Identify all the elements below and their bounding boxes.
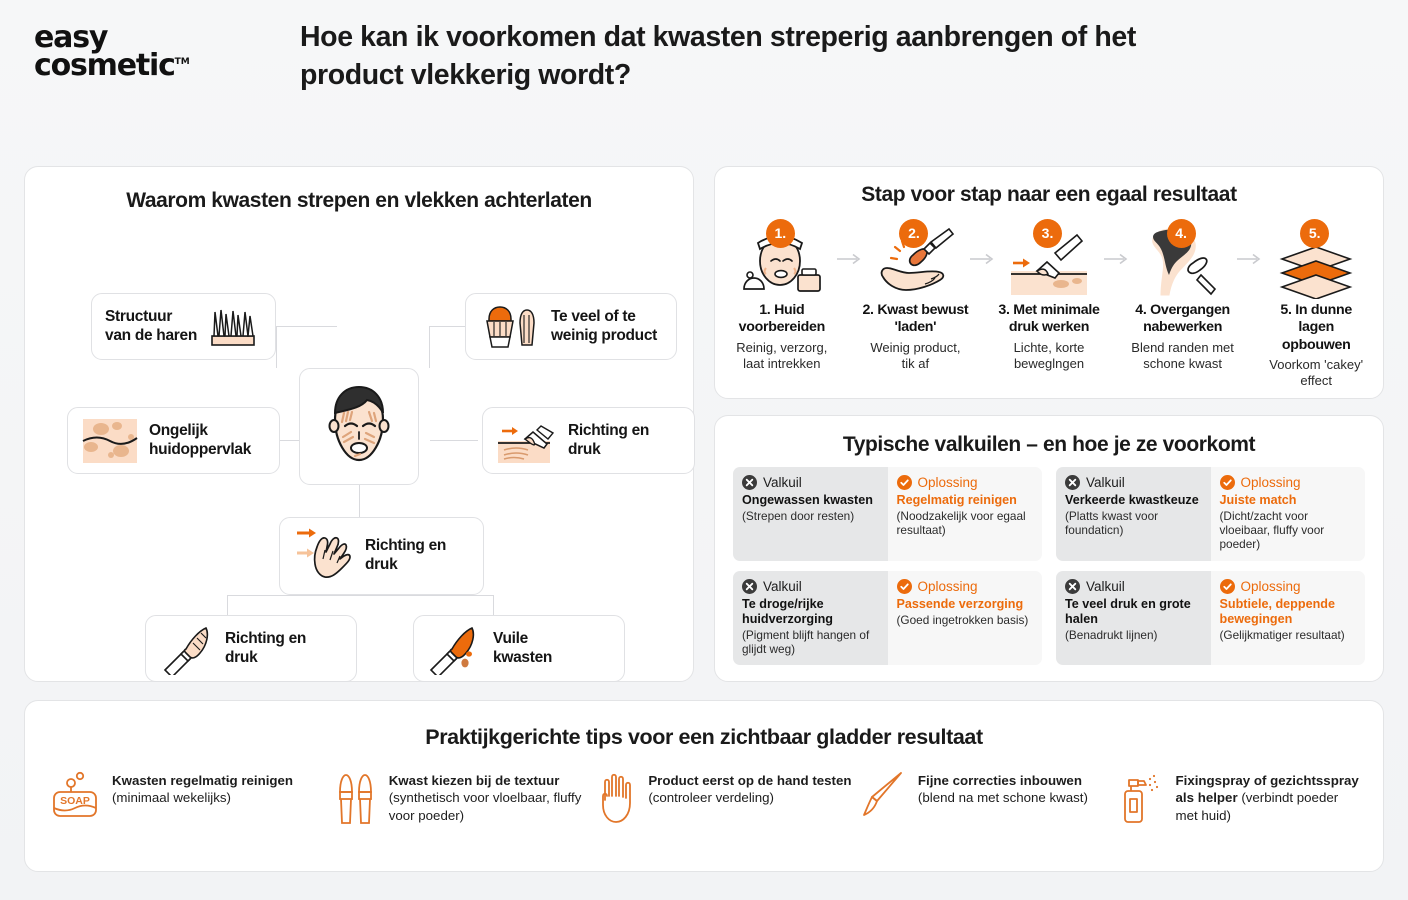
svg-text:SOAP: SOAP	[60, 795, 90, 807]
solution-main: Juiste match	[1219, 493, 1297, 507]
cause-node-richting-bottom[interactable]	[145, 615, 357, 682]
x-circle-icon	[1065, 475, 1080, 490]
cause-node-label: Richting en druk	[225, 629, 307, 666]
solution-note: (Goed ingetrokken basis)	[896, 612, 1029, 627]
tip-rest: (verbindt poeder met huid)	[1175, 790, 1339, 823]
solution-note: (Noodzakelijk voor egaal resultaat)	[896, 509, 1026, 538]
page-title: Hoe kan ik voorkomen dat kwasten streperig aanbrengen of het product vlekkerig wordt?	[300, 21, 1136, 92]
step-item-1[interactable]	[727, 219, 837, 372]
causes-panel-title: Waarom kwasten strepen en vlekken achterlaten	[126, 189, 592, 212]
tips-panel	[24, 700, 1384, 872]
tip-text	[1176, 768, 1359, 824]
step-arrow-icon	[1237, 219, 1261, 299]
solution-side	[1211, 571, 1366, 666]
connector	[430, 440, 478, 441]
tip-bold: Fijne correcties inbouwen	[917, 773, 1082, 788]
dirty-brush-icon	[427, 623, 483, 675]
pitfall-heading	[1065, 475, 1202, 490]
connector	[276, 326, 337, 327]
pitfall-heading-label: Valkuil	[1086, 578, 1125, 594]
solution-main: Regelmatig reinigen	[896, 493, 1017, 507]
step-title: 1. Huid voorbereiden	[738, 302, 825, 336]
connector	[276, 326, 277, 368]
tip-bold: Product eerst op de hand testen	[648, 773, 852, 788]
soap-icon	[49, 770, 101, 822]
steps-panel	[714, 166, 1384, 399]
step-badge: 1.	[766, 219, 795, 248]
cause-node-richting-center[interactable]	[279, 517, 484, 595]
step-badge: 5.	[1300, 219, 1329, 248]
tip-item-clean-brushes[interactable]	[49, 768, 334, 822]
solution-side	[888, 571, 1043, 666]
solution-heading	[897, 579, 1034, 594]
two-brushes-icon	[479, 303, 541, 351]
pitfall-note: (Pigment blijft hangen of glijdt weg)	[742, 627, 870, 656]
logo-line-cosmetic: cosmetic™	[34, 47, 190, 83]
pitfall-side	[733, 571, 888, 666]
step-art	[994, 219, 1104, 299]
pitfall-note: (Platts kwast voor foundaticn)	[1065, 509, 1159, 538]
pitfall-side	[733, 467, 888, 561]
paintbrush-icon	[857, 770, 907, 822]
step-item-2[interactable]	[861, 219, 971, 372]
tip-text	[648, 768, 851, 807]
hand-icon	[595, 770, 637, 824]
solution-main: Subtiele, deppende bewegingen	[1219, 596, 1335, 626]
step-title: 5. In dunne lagen opbouwen	[1280, 302, 1352, 353]
x-circle-icon	[742, 475, 757, 490]
fan-brush-icon	[159, 623, 215, 675]
step-subtitle: Reinig, verzorg, laat intrekken	[736, 339, 828, 371]
logo-line-easy: easy	[34, 20, 108, 55]
step-title: 2. Kwast bewust 'laden'	[862, 302, 969, 336]
pitfall-card[interactable]	[1056, 467, 1365, 561]
step-badge: 2.	[899, 219, 928, 248]
step-title: 4. Overgangen nabewerken	[1135, 302, 1230, 336]
cause-node-teveel[interactable]	[465, 293, 677, 360]
uneven-skin-icon	[81, 417, 139, 465]
pitfall-side	[1056, 571, 1211, 666]
step-art	[1261, 219, 1371, 299]
cause-node-label: Te veel of te weinig product	[551, 307, 658, 344]
solution-main: Passende verzorging	[896, 596, 1024, 611]
cause-node-label: Richting en druk	[568, 421, 650, 458]
step-art	[727, 219, 837, 299]
cause-node-center[interactable]	[299, 368, 419, 485]
step-art	[1128, 219, 1238, 299]
pitfall-note: (Strepen door resten)	[742, 509, 855, 524]
tip-text	[112, 768, 293, 807]
step-subtitle: Blend randen met schone kwast	[1131, 339, 1234, 371]
step-art	[861, 219, 971, 299]
tip-item-test-on-hand[interactable]	[595, 768, 857, 824]
trademark-mark: TM	[174, 56, 190, 67]
pitfall-side	[1056, 467, 1211, 561]
pitfall-main: Verkeerde kwastkeuze	[1065, 493, 1199, 507]
cause-node-label: Vuile kwasten	[493, 629, 553, 666]
solution-heading	[897, 475, 1034, 490]
step-arrow-icon	[970, 219, 994, 299]
pitfall-card[interactable]	[733, 467, 1042, 561]
pitfall-main: Ongewassen kwasten	[742, 493, 873, 507]
connector	[359, 595, 493, 596]
step-item-5[interactable]	[1261, 219, 1371, 389]
tip-item-fine-corrections[interactable]	[857, 768, 1119, 822]
step-item-3[interactable]	[994, 219, 1104, 372]
cause-node-ongelijk[interactable]	[67, 407, 280, 474]
step-subtitle: Voorkom 'cakey' effect	[1269, 356, 1364, 389]
step-item-4[interactable]	[1128, 219, 1238, 372]
x-circle-icon	[1065, 579, 1080, 594]
check-circle-icon	[897, 579, 912, 594]
tip-rest: (blend na met schone kwast)	[917, 790, 1088, 806]
pitfall-card[interactable]	[733, 571, 1042, 666]
pitfalls-panel	[714, 415, 1384, 682]
step-subtitle: Weinig product, tik af	[870, 339, 961, 371]
tip-item-choose-brush[interactable]	[334, 768, 596, 826]
check-circle-icon	[1220, 579, 1235, 594]
tips-row	[25, 750, 1383, 826]
pitfall-heading-label: Valkuil	[763, 578, 802, 594]
solution-heading-label: Oplossing	[917, 475, 978, 490]
cause-node-vuile[interactable]	[413, 615, 625, 682]
pitfall-card[interactable]	[1056, 571, 1365, 666]
cause-node-label: Structuur van de haren	[105, 307, 198, 344]
solution-note: (Gelijkmatiger resultaat)	[1219, 627, 1345, 642]
step-arrow-icon	[1104, 219, 1128, 299]
pitfalls-panel-title: Typische valkuilen – en hoe je ze voorkomt	[842, 433, 1256, 456]
hand-direction-icon	[293, 527, 355, 585]
step-title: 3. Met minimale druk werken	[998, 302, 1100, 336]
steps-panel-title: Stap voor stap naar een egaal resultaat	[861, 183, 1237, 206]
cause-node-label: Richting en druk	[365, 537, 447, 573]
brush-bristles-icon	[207, 304, 259, 350]
brush-on-skin-icon	[496, 417, 558, 465]
pitfall-heading-label: Valkuil	[1086, 475, 1125, 490]
cause-map	[25, 213, 695, 668]
connector	[227, 595, 359, 596]
causes-panel	[24, 166, 694, 682]
cause-node-richting-right[interactable]	[482, 407, 695, 474]
solution-note: (Dicht/zacht voor vloeibaar, fluffy voor poeder)	[1219, 509, 1325, 552]
tip-rest: (controleer verdeling)	[648, 790, 774, 806]
pitfall-main: Te droge/rijke huidverzorging	[742, 596, 833, 626]
check-circle-icon	[1220, 475, 1235, 490]
solution-heading	[1220, 579, 1357, 594]
connector	[429, 326, 430, 368]
pitfall-main: Te veel druk en grote halen	[1065, 596, 1191, 626]
pitfall-heading-label: Valkuil	[763, 475, 802, 490]
tip-text	[918, 768, 1088, 807]
tip-item-fixing-spray[interactable]	[1119, 768, 1359, 826]
tip-rest: (synthetisch voor vloelbaar, fluffy voor poeder)	[388, 790, 582, 823]
pitfall-heading	[742, 579, 879, 594]
pitfall-heading	[1065, 579, 1202, 594]
steps-row	[715, 219, 1383, 389]
tip-bold: Kwast kiezen bij de textuur	[388, 773, 560, 788]
pitfall-note: (Benadrukt lijnen)	[1065, 627, 1158, 642]
solution-side	[1211, 467, 1366, 561]
tips-panel-title: Praktijkgerichte tips voor een zichtbaar gladder resultaat	[425, 725, 983, 749]
solution-heading	[1220, 475, 1357, 490]
step-subtitle: Lichte, korte beweglngen	[1013, 339, 1085, 371]
face-streaks-icon	[317, 380, 401, 474]
solution-heading-label: Oplossing	[1240, 475, 1301, 490]
brand-logo	[34, 18, 234, 83]
solution-heading-label: Oplossing	[917, 578, 978, 594]
cause-node-label: Ongelijk huidoppervlak	[149, 421, 252, 458]
check-circle-icon	[897, 475, 912, 490]
page-header	[0, 0, 1408, 150]
step-arrow-icon	[837, 219, 861, 299]
step-badge: 4.	[1167, 219, 1196, 248]
tip-rest: (minimaal wekelijks)	[112, 790, 231, 806]
tip-bold: Fixingspray of gezichtsspray als helper	[1175, 773, 1359, 806]
tip-text	[389, 768, 596, 824]
pitfalls-grid	[715, 457, 1383, 665]
brushes-icon	[334, 770, 378, 826]
pitfall-heading	[742, 475, 879, 490]
tip-bold: Kwasten regelmatig reinigen	[112, 773, 294, 788]
solution-heading-label: Oplossing	[1240, 578, 1301, 594]
spray-icon	[1119, 770, 1165, 826]
step-badge: 3.	[1033, 219, 1062, 248]
solution-side	[888, 467, 1043, 561]
cause-node-structuur[interactable]	[91, 293, 276, 360]
x-circle-icon	[742, 579, 757, 594]
